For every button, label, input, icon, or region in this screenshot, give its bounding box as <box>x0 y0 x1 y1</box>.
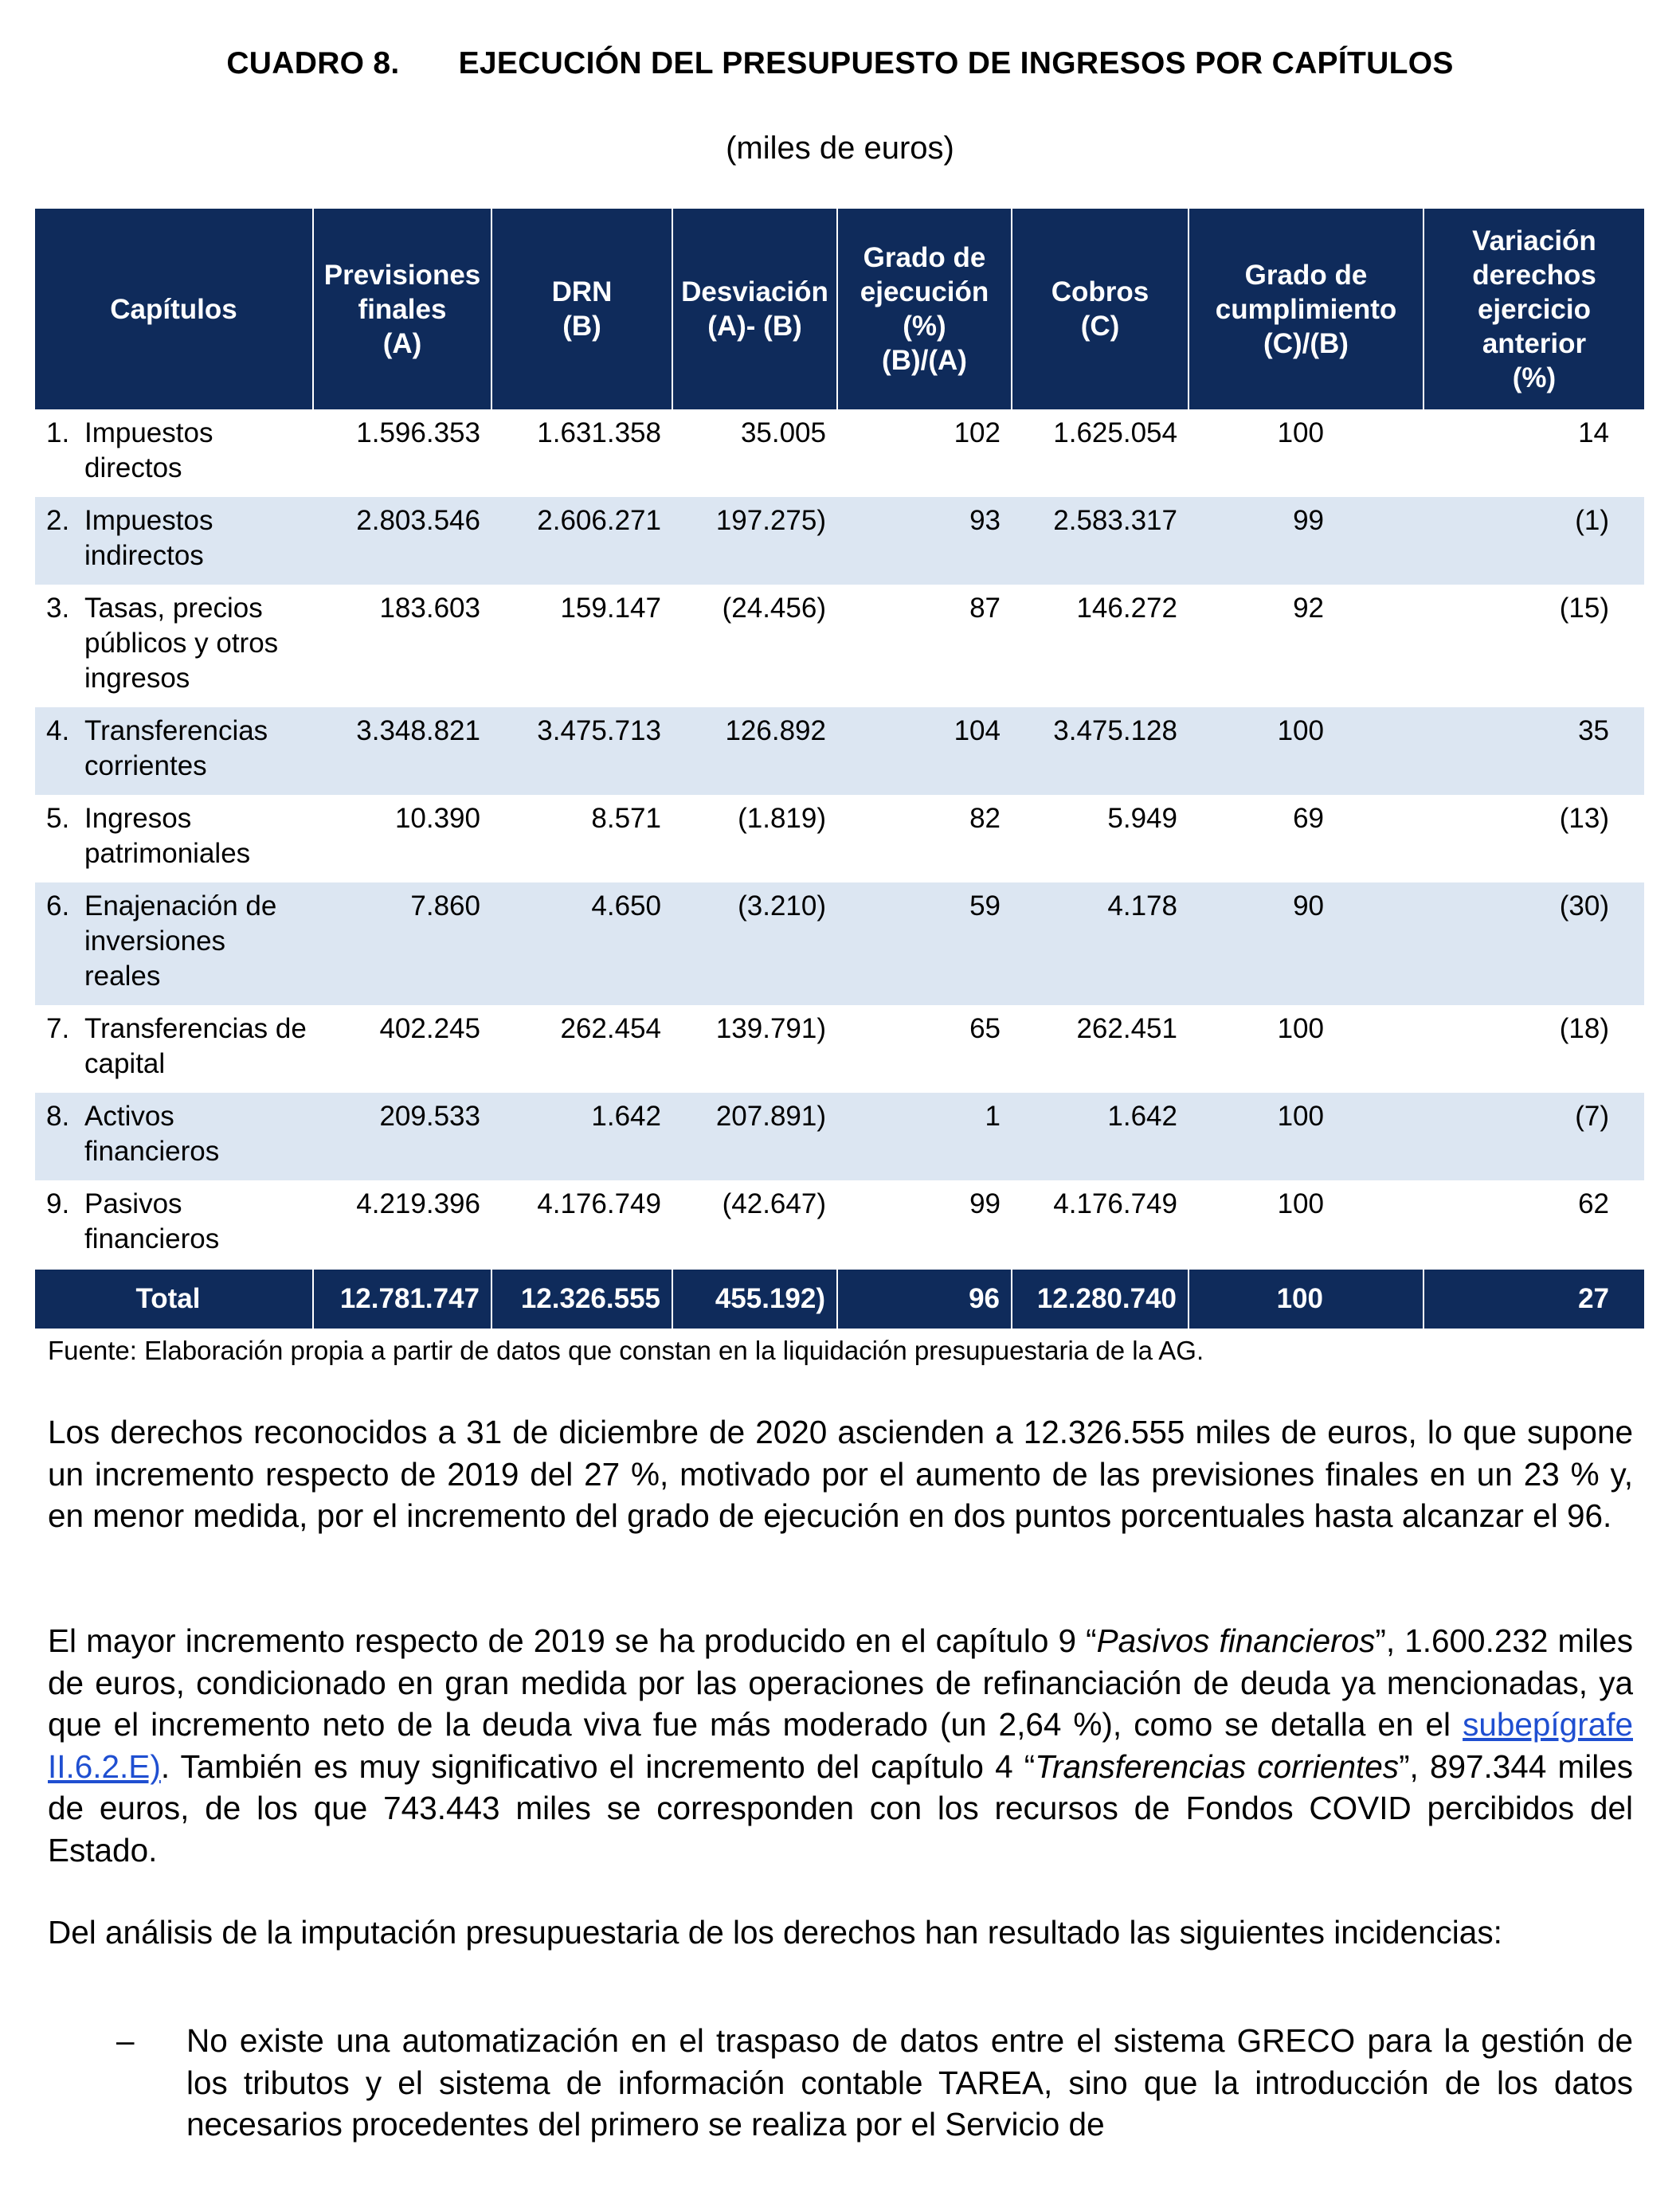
subepigrafe-link[interactable]: subepígrafe II.6.2.E) <box>48 1706 1633 1785</box>
budget-table <box>35 209 1644 1329</box>
column-header-6: Grado de cumplimiento (C)/(B) <box>1189 209 1423 409</box>
cell-desv: (24.456) <box>722 593 826 624</box>
cell-grado_ej: 82 <box>969 803 1001 834</box>
cell-prev: 209.533 <box>313 1093 491 1180</box>
table-header-row <box>35 209 1644 409</box>
table-source-note: Fuente: Elaboración propia a partir de datos que constan en la liquidación presupuestaria de la AG. <box>48 1336 1204 1365</box>
cell-grado_cum: 100 <box>1277 417 1324 448</box>
total-prev: 12.781.747 <box>313 1268 491 1329</box>
cell-drn: 4.650 <box>491 882 672 1005</box>
chapter-number: 6. <box>46 890 70 922</box>
chapter-cell <box>35 1005 313 1093</box>
cell-var: (13) <box>1559 803 1609 834</box>
cell-grado_ej: 99 <box>969 1188 1001 1219</box>
bullet-text: No existe una automatización en el traspaso de datos entre el sistema GRECO para la gestión de los tributos y el sistema de información contable TAREA, sino que la introducción de los datos necesarios procedentes del primero se realiza por el Servicio de <box>186 2022 1633 2143</box>
chapter-cell <box>35 409 313 497</box>
cell-var: (30) <box>1423 882 1644 1005</box>
cell-prev: 2.803.546 <box>313 497 491 585</box>
chapter-number: 9. <box>46 1188 70 1219</box>
cell-grado_cum: 90 <box>1189 882 1423 1005</box>
cell-drn: 1.631.358 <box>537 417 661 448</box>
table-row <box>35 497 1644 585</box>
column-header-4: Grado de ejecución (%) (B)/(A) <box>837 209 1012 409</box>
cell-cobros: 3.475.128 <box>1012 707 1189 795</box>
column-header-3: Desviación (A)- (B) <box>672 209 837 409</box>
chapter-cell <box>35 1093 313 1180</box>
column-header-7: Variación derechos ejercicio anterior (%) <box>1423 209 1644 409</box>
cell-grado_cum: 100 <box>1189 707 1423 795</box>
cell-drn: 8.571 <box>591 803 661 834</box>
chapter-number: 5. <box>46 803 70 834</box>
cell-grado_cum: 100 <box>1277 1013 1324 1044</box>
bullet-item <box>48 2020 1633 2146</box>
cell-drn: 4.176.749 <box>537 1188 661 1219</box>
cell-grado_ej: 59 <box>837 882 1012 1005</box>
cell-prev: 3.348.821 <box>313 707 491 795</box>
chapter-cell <box>35 497 313 585</box>
table-title-text: EJECUCIÓN DEL PRESUPUESTO DE INGRESOS POR CAPÍTULOS <box>458 46 1454 80</box>
cell-drn: 262.454 <box>560 1013 661 1044</box>
table-title <box>0 46 1680 81</box>
cell-cobros: 1.642 <box>1012 1093 1189 1180</box>
cell-desv: 139.791) <box>715 1013 826 1044</box>
total-desv: 455.192) <box>672 1268 837 1329</box>
table-row <box>35 882 1644 1005</box>
chapter-label: Impuestos directos <box>84 417 213 483</box>
total-cobros: 12.280.740 <box>1012 1268 1189 1329</box>
table-number: CUADRO 8. <box>226 46 400 80</box>
cell-grado_cum: 92 <box>1293 593 1324 624</box>
cell-cobros: 262.451 <box>1076 1013 1177 1044</box>
chapter-cell <box>35 585 313 707</box>
cell-var: 35 <box>1423 707 1644 795</box>
cell-var: 14 <box>1578 417 1609 448</box>
table-row <box>35 1180 1644 1268</box>
chapter-number: 1. <box>46 417 70 448</box>
cell-var: (7) <box>1423 1093 1644 1180</box>
chapter-cell <box>35 795 313 882</box>
cell-drn: 3.475.713 <box>491 707 672 795</box>
cell-cobros: 2.583.317 <box>1012 497 1189 585</box>
cell-cobros: 4.176.749 <box>1053 1188 1177 1219</box>
chapter-number: 8. <box>46 1101 70 1132</box>
column-header-0: Capítulos <box>35 209 313 409</box>
total-grado_cum: 100 <box>1189 1268 1423 1329</box>
paragraph-2: El mayor incremento respecto de 2019 se ha producido en el capítulo 9 “Pasivos financieros”, 1.600.232 miles de euros, condicionado en gran medida por las operaciones de refinanciación de deuda ya mencionadas, ya que el incremento neto de la deuda viva fue más moderado (un 2,64 %), como se detalla en el subepígrafe II.6.2.E). También es muy significativo el incremento del capítulo 4 “Transferencias corrientes”, 897.344 miles de euros, de los que 743.443 miles se corresponden con los recursos de Fondos COVID percibidos del Estado. <box>48 1622 1633 1869</box>
chapter-label: Impuestos indirectos <box>84 505 213 571</box>
cell-var: (18) <box>1559 1013 1609 1044</box>
table-row <box>35 1093 1644 1180</box>
cell-prev: 10.390 <box>394 803 480 834</box>
cell-var: (1) <box>1423 497 1644 585</box>
column-header-2: DRN (B) <box>491 209 672 409</box>
cell-drn: 2.606.271 <box>491 497 672 585</box>
cell-grado_ej: 102 <box>954 417 1001 448</box>
column-header-5: Cobros (C) <box>1012 209 1189 409</box>
chapter-number: 4. <box>46 715 70 746</box>
cell-drn: 1.642 <box>491 1093 672 1180</box>
chapter-number: 7. <box>46 1013 70 1044</box>
chapter-label: Activos financieros <box>84 1101 220 1167</box>
cell-desv: 126.892 <box>672 707 837 795</box>
cell-desv: (42.647) <box>722 1188 826 1219</box>
cell-grado_cum: 100 <box>1277 1188 1324 1219</box>
total-label: Total <box>35 1268 313 1329</box>
table-row <box>35 707 1644 795</box>
table-units: (miles de euros) <box>726 131 954 166</box>
cell-grado_ej: 104 <box>837 707 1012 795</box>
column-header-1: Previsiones finales (A) <box>313 209 491 409</box>
chapter-cell <box>35 1180 313 1268</box>
chapter-cell <box>35 882 313 1005</box>
cell-var: (15) <box>1559 593 1609 624</box>
cell-cobros: 4.178 <box>1012 882 1189 1005</box>
table-row <box>35 409 1644 497</box>
chapter-cell <box>35 707 313 795</box>
chapter-label: Tasas, precios públicos y otros ingresos <box>84 593 279 694</box>
chapter-label: Enajenación de inversiones reales <box>84 890 277 992</box>
cell-var: 62 <box>1578 1188 1609 1219</box>
cell-desv: 197.275) <box>672 497 837 585</box>
cell-desv: 207.891) <box>672 1093 837 1180</box>
cell-grado_ej: 1 <box>837 1093 1012 1180</box>
table-row <box>35 1005 1644 1093</box>
paragraph-3: Del análisis de la imputación presupuestaria de los derechos han resultado las siguientes incidencias: <box>48 1914 1502 1951</box>
total-row <box>35 1268 1644 1329</box>
chapter-number: 3. <box>46 593 70 624</box>
cell-cobros: 5.949 <box>1107 803 1177 834</box>
cell-desv: (3.210) <box>672 882 837 1005</box>
table-row <box>35 795 1644 882</box>
cell-grado_cum: 99 <box>1189 497 1423 585</box>
cell-desv: 35.005 <box>740 417 826 448</box>
bullet-dash: – <box>116 2022 135 2059</box>
chapter-label: Transferencias corrientes <box>84 715 268 781</box>
cell-prev: 1.596.353 <box>356 417 480 448</box>
cell-drn: 159.147 <box>560 593 661 624</box>
cell-grado_cum: 69 <box>1293 803 1324 834</box>
chapter-label: Transferencias de capital <box>84 1013 307 1079</box>
cell-prev: 402.245 <box>379 1013 480 1044</box>
cell-grado_ej: 93 <box>837 497 1012 585</box>
table-row <box>35 585 1644 707</box>
cell-prev: 183.603 <box>379 593 480 624</box>
total-grado_ej: 96 <box>837 1268 1012 1329</box>
emphasis-transferencias: Transferencias corrientes <box>1035 1747 1400 1785</box>
total-drn: 12.326.555 <box>491 1268 672 1329</box>
cell-grado_cum: 100 <box>1189 1093 1423 1180</box>
cell-prev: 7.860 <box>313 882 491 1005</box>
chapter-label: Pasivos financieros <box>84 1188 220 1254</box>
total-var: 27 <box>1423 1268 1644 1329</box>
cell-grado_ej: 65 <box>969 1013 1001 1044</box>
cell-prev: 4.219.396 <box>356 1188 480 1219</box>
chapter-label: Ingresos patrimoniales <box>84 803 251 869</box>
cell-cobros: 1.625.054 <box>1053 417 1177 448</box>
cell-grado_ej: 87 <box>969 593 1001 624</box>
paragraph-1: Los derechos reconocidos a 31 de diciembre de 2020 ascienden a 12.326.555 miles de euros, lo que supone un incremento respecto de 2019 del 27 %, motivado por el aumento de las previsiones finales en un 23 % y, en menor medida, por el incremento del grado de ejecución en dos puntos porcentuales hasta alcanzar el 96. <box>48 1414 1633 1534</box>
emphasis-pasivos: Pasivos financieros <box>1096 1622 1376 1659</box>
chapter-number: 2. <box>46 505 70 536</box>
cell-desv: (1.819) <box>738 803 826 834</box>
cell-cobros: 146.272 <box>1076 593 1177 624</box>
